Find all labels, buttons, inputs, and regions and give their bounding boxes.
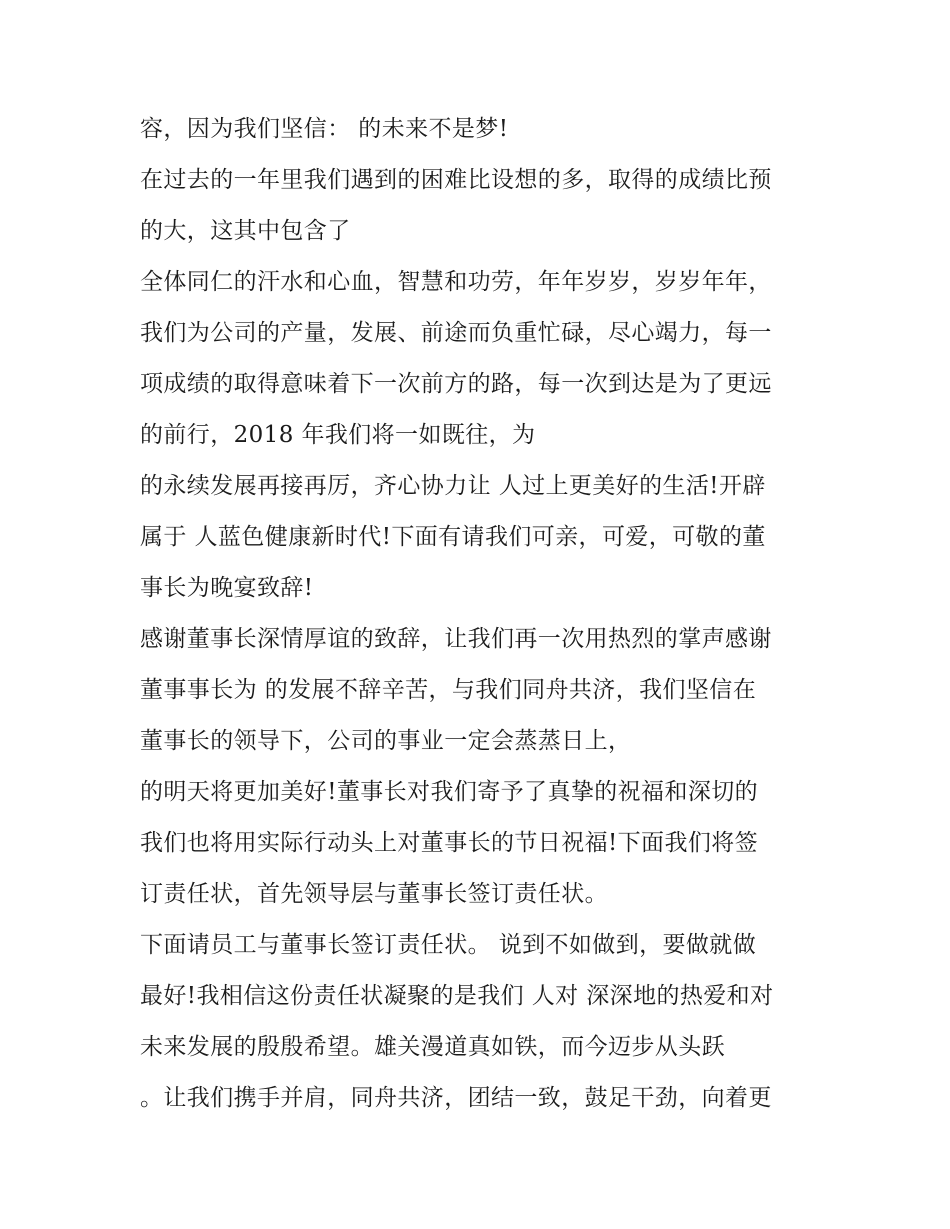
text-line: 属于 人蓝色健康新时代!下面有请我们可亲，可爱，可敬的董: [140, 524, 766, 550]
text-line: 全体同仁的汗水和心血，智慧和功劳，年年岁岁，岁岁年年，: [140, 269, 772, 295]
text-line: 感谢董事长深情厚谊的致辞，让我们再一次用热烈的掌声感谢: [140, 626, 772, 652]
text-line: 最好!我相信这份责任状凝聚的是我们 人对 深深地的热爱和对: [140, 983, 774, 1009]
text-line: 的明天将更加美好!董事长对我们寄予了真挚的祝福和深切的: [140, 779, 759, 805]
text-line: 容，因为我们坚信： 的未来不是梦!: [140, 116, 509, 142]
text-line: 我们为公司的产量，发展、前途而负重忙碌，尽心竭力，每一: [140, 320, 772, 346]
text-line: 事长为晚宴致辞!: [140, 575, 314, 601]
text-line: 董事事长为 的发展不辞辛苦，与我们同舟共济，我们坚信在: [140, 677, 757, 703]
text-line: 的大，这其中包含了: [140, 218, 351, 244]
text-line: 我们也将用实际行动头上对董事长的节日祝福!下面我们将签: [140, 830, 759, 856]
text-line: 的永续发展再接再厉，齐心协力让 人过上更美好的生活!开辟: [140, 473, 766, 499]
text-line: 的前行，2018 年我们将一如既往，为: [140, 422, 536, 448]
text-line: 在过去的一年里我们遇到的困难比设想的多，取得的成绩比预: [140, 167, 772, 193]
text-line: 项成绩的取得意味着下一次前方的路，每一次到达是为了更远: [140, 371, 772, 397]
text-line: 订责任状，首先领导层与董事长签订责任状。: [140, 881, 608, 907]
document-body: [140, 104, 830, 1124]
text-line: 下面请员工与董事长签订责任状。 说到不如做到，要做就做: [140, 932, 757, 958]
text-line: 董事长的领导下，公司的事业一定会蒸蒸日上，: [140, 728, 632, 754]
text-line: 未来发展的殷殷希望。雄关漫道真如铁，而今迈步从头跃: [140, 1034, 725, 1060]
text-line: 。让我们携手并肩，同舟共济，团结一致，鼓足干劲，向着更: [140, 1085, 772, 1111]
